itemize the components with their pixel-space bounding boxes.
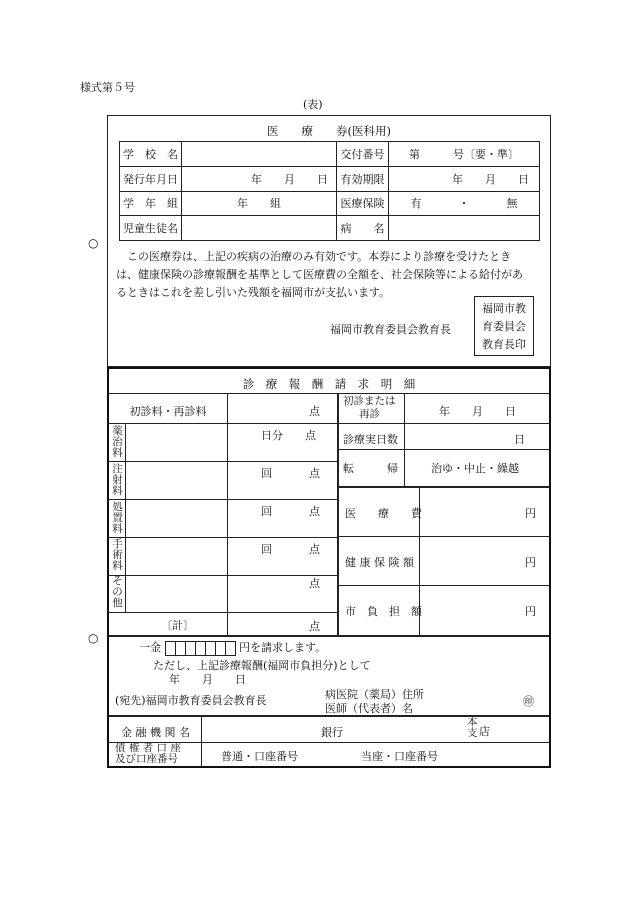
delivery-no-value[interactable]: 第 号〔要・準〕 bbox=[389, 142, 540, 167]
treatment-point: 点 bbox=[309, 505, 320, 518]
bank-top-rule bbox=[109, 715, 549, 717]
other-point: 点 bbox=[309, 577, 320, 590]
disease-field[interactable] bbox=[389, 216, 540, 241]
r-row-rule-1 bbox=[339, 423, 549, 424]
valid-field[interactable]: 年 月 日 bbox=[389, 166, 540, 191]
side-label: (表) bbox=[303, 98, 323, 111]
medical-fee-yen: 円 bbox=[525, 507, 536, 520]
city-share-yen: 円 bbox=[525, 605, 536, 618]
amount-digit-boxes[interactable] bbox=[165, 641, 236, 656]
r-row-rule-3 bbox=[339, 486, 549, 488]
claim-title: 診 療 報 酬 請 求 明 細 bbox=[242, 377, 416, 391]
seal-mark: ㊞ bbox=[523, 695, 534, 708]
issue-date-label: 発行年月日 bbox=[120, 166, 182, 191]
addressee: (宛先)福岡市教育委員会教育長 bbox=[115, 694, 267, 707]
ticket-title: 医 療 券(医科用) bbox=[267, 124, 391, 138]
delivery-no-label: 交付番号 bbox=[337, 142, 389, 167]
first-visit-point: 点 bbox=[309, 405, 320, 418]
label-strip-rule bbox=[125, 423, 126, 613]
col-rule-a bbox=[227, 393, 228, 636]
official-seal-box: 福岡市教 育委員会 教育長印 bbox=[474, 296, 534, 356]
row-rule-1 bbox=[109, 423, 337, 424]
insurance-label: 医療保険 bbox=[337, 191, 389, 216]
surgery-times: 回 bbox=[261, 543, 272, 556]
surgery-label: 手 術 料 bbox=[112, 538, 123, 572]
outcome-field[interactable]: 治ゆ・中止・繰越 bbox=[431, 462, 519, 475]
doctor-name-label: 医師（代表者）名 bbox=[325, 702, 413, 715]
account-current[interactable]: 当座・口座番号 bbox=[361, 750, 438, 763]
row-rule-3 bbox=[109, 499, 337, 500]
punch-hole-bottom: ○ bbox=[88, 631, 99, 645]
outcome-label: 転 帰 bbox=[343, 462, 398, 475]
other-label: そ の 他 bbox=[112, 575, 123, 609]
school-label: 学 校 名 bbox=[120, 142, 182, 167]
row-rule-4 bbox=[109, 537, 337, 538]
bank-label: 金 融 機 関 名 bbox=[121, 726, 190, 739]
amount-line: 一金 円を請求します。 bbox=[139, 641, 327, 654]
treatment-label: 処 置 料 bbox=[112, 501, 123, 535]
account-normal[interactable]: 普通・口座番号 bbox=[221, 750, 298, 763]
class-field[interactable]: 年 組 bbox=[182, 191, 337, 216]
bank-col-rule bbox=[201, 715, 202, 766]
days-unit: 日 bbox=[514, 433, 525, 446]
school-field[interactable] bbox=[182, 142, 337, 167]
account-label: 債 権 者 口 座 及び口座番号 bbox=[115, 742, 181, 765]
student-field[interactable] bbox=[182, 216, 337, 241]
injection-point: 点 bbox=[309, 467, 320, 480]
visit-date-field[interactable]: 年 月 日 bbox=[439, 405, 516, 418]
hospital-address-label: 病医院（薬局）住所 bbox=[325, 688, 424, 701]
class-label: 学 年 組 bbox=[120, 191, 182, 216]
claim-period-field[interactable]: 年 月 日 bbox=[169, 673, 246, 686]
punch-hole-top: ○ bbox=[88, 236, 99, 250]
valid-label: 有効期限 bbox=[337, 166, 389, 191]
col-rule-r3 bbox=[404, 449, 405, 487]
row-rule-5 bbox=[109, 575, 337, 576]
title-rule bbox=[109, 393, 549, 394]
medical-ticket bbox=[107, 115, 551, 367]
branch-type[interactable]: 本 支 bbox=[467, 716, 478, 739]
ticket-notice: この医療券は、上記の疾病の治療のみ有効です。本券により診療を受けたとき は、健康保険の診療報酬を基準として医療費の全額を、社会保険等による給付があ るときはこれを差し引いた残額を福岡市が支払います。 bbox=[116, 250, 523, 299]
first-visit-label: 初診料・再診料 bbox=[129, 405, 207, 418]
medical-fee-label: 医 療 費 bbox=[345, 507, 422, 520]
total-point: 点 bbox=[309, 620, 320, 633]
medicine-label: 薬 治 料 bbox=[112, 425, 123, 459]
health-ins-yen: 円 bbox=[525, 556, 536, 569]
student-label: 児童生徒名 bbox=[120, 216, 182, 241]
bank-suffix: 銀行 bbox=[321, 726, 343, 739]
city-share-label: 市 負 担 額 bbox=[345, 605, 422, 618]
ticket-table bbox=[119, 141, 540, 241]
branch-suffix: 店 bbox=[479, 725, 490, 738]
days-label: 診療実日数 bbox=[343, 433, 398, 446]
r-row-rule-2 bbox=[339, 449, 549, 450]
treatment-times: 回 bbox=[261, 505, 272, 518]
form-number: 様式第５号 bbox=[80, 81, 135, 94]
medicine-unit: 日分 点 bbox=[261, 429, 316, 442]
health-ins-label: 健 康 保 険 額 bbox=[345, 556, 414, 569]
insurance-field[interactable]: 有 ・ 無 bbox=[389, 191, 540, 216]
row-rule-6 bbox=[109, 612, 337, 613]
injection-label: 注 射 料 bbox=[112, 463, 123, 497]
injection-times: 回 bbox=[261, 467, 272, 480]
col-rule-mid bbox=[337, 393, 339, 636]
col-rule-r2 bbox=[404, 423, 405, 449]
ticket-issuer: 福岡市教育委員会教育長 bbox=[330, 323, 451, 336]
r-row-rule-5 bbox=[339, 585, 549, 586]
however-line: ただし、上記診療報酬(福岡市負担分)として bbox=[153, 659, 371, 672]
section-rule bbox=[109, 635, 549, 637]
r-row-rule-4 bbox=[339, 536, 549, 537]
issue-date-field[interactable]: 年 月 日 bbox=[182, 166, 337, 191]
claim-form bbox=[107, 367, 551, 768]
disease-label: 病 名 bbox=[337, 216, 389, 241]
surgery-point: 点 bbox=[309, 543, 320, 556]
col-rule-r1 bbox=[404, 393, 405, 423]
total-label: 〔計〕 bbox=[161, 619, 194, 632]
row-rule-2 bbox=[109, 461, 337, 462]
first-or-revisit-label: 初診または 再診 bbox=[343, 395, 396, 420]
